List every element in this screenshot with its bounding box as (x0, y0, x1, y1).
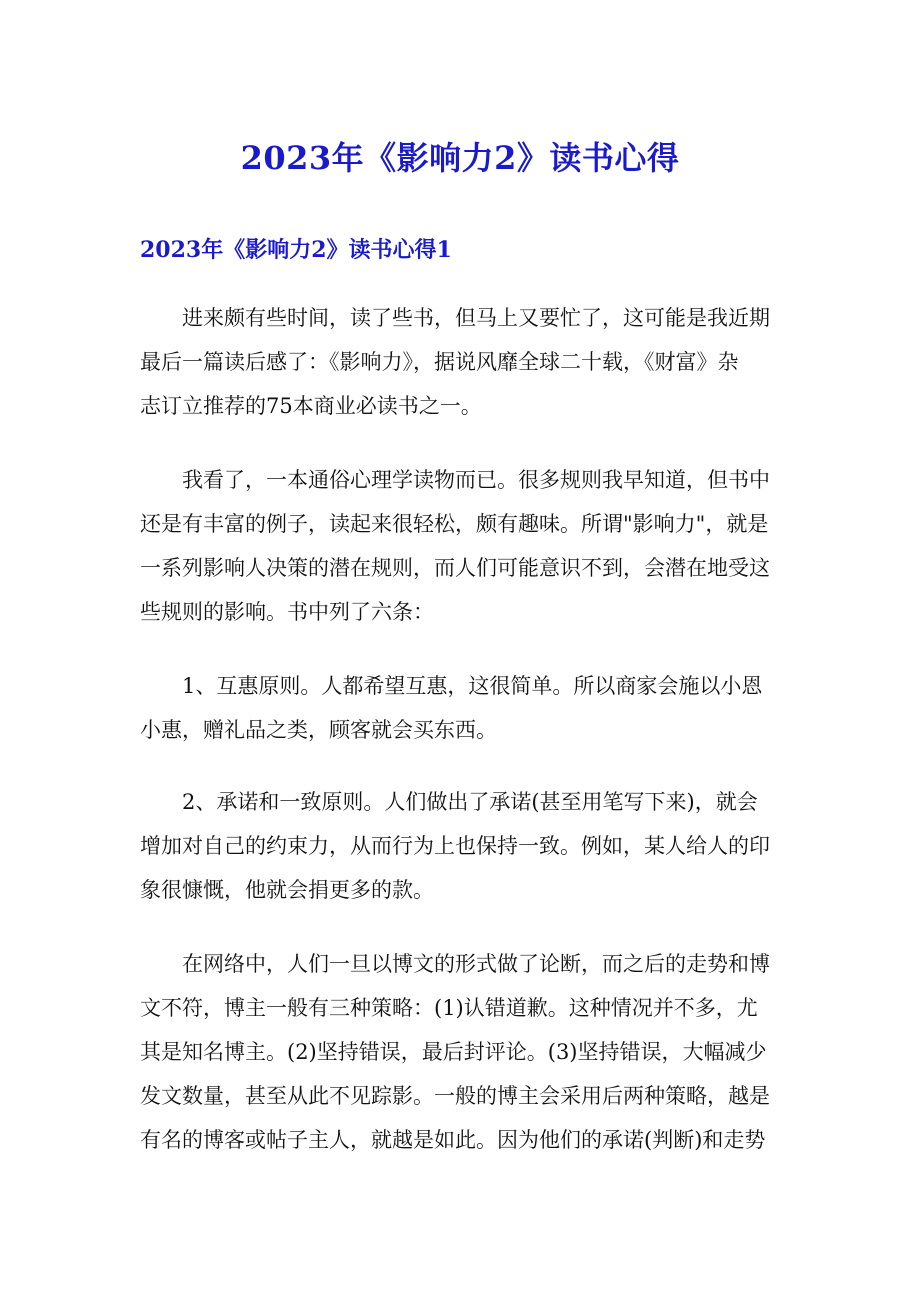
paragraph-line: 一系列影响人决策的潜在规则，而人们可能意识不到，会潜在地受这 (140, 556, 770, 580)
paragraph-line: 增加对自己的约束力，从而行为上也保持一致。例如，某人给人的印 (140, 834, 770, 858)
paragraph-line: 我看了，一本通俗心理学读物而已。很多规则我早知道，但书中 (182, 468, 770, 492)
paragraph-1 (140, 296, 783, 428)
paragraph-line: 有名的博客或帖子主人，就越是如此。因为他们的承诺(判断)和走势 (140, 1128, 766, 1152)
paragraph-line: 象很慷慨，他就会捐更多的款。 (140, 878, 434, 902)
paragraph-line: 志订立推荐的75本商业必读书之一。 (140, 394, 482, 418)
paragraph-line: 1、互惠原则。人都希望互惠，这很简单。所以商家会施以小恩 (182, 674, 763, 698)
section-heading: 2023年《影响力2》读书心得1 (140, 237, 452, 263)
paragraph-line: 些规则的影响。书中列了六条： (140, 600, 434, 624)
paragraph-line: 进来颇有些时间，读了些书，但马上又要忙了，这可能是我近期 (182, 306, 770, 330)
paragraph-line: 2、承诺和一致原则。人们做出了承诺(甚至用笔写下来)，就会 (182, 790, 758, 814)
paragraph-line: 最后一篇读后感了：《影响力》，据说风靡全球二十载，《财富》杂 (140, 350, 739, 374)
paragraph-2 (140, 458, 783, 634)
document-title: 2023年《影响力2》读书心得 (240, 139, 680, 177)
paragraph-5 (140, 942, 783, 1162)
paragraph-line: 还是有丰富的例子，读起来很轻松，颇有趣味。所谓"影响力"，就是 (140, 512, 769, 536)
paragraph-3 (140, 664, 783, 752)
paragraph-line: 在网络中，人们一旦以博文的形式做了论断，而之后的走势和博 (182, 952, 770, 976)
paragraph-line: 小惠，赠礼品之类，顾客就会买东西。 (140, 718, 497, 742)
paragraph-line: 文不符，博主一般有三种策略：(1)认错道歉。这种情况并不多，尤 (140, 996, 758, 1020)
paragraph-line: 发文数量，甚至从此不见踪影。一般的博主会采用后两种策略，越是 (140, 1084, 770, 1108)
paragraph-line: 其是知名博主。(2)坚持错误，最后封评论。(3)坚持错误，大幅减少 (140, 1040, 767, 1064)
paragraph-4 (140, 780, 783, 912)
